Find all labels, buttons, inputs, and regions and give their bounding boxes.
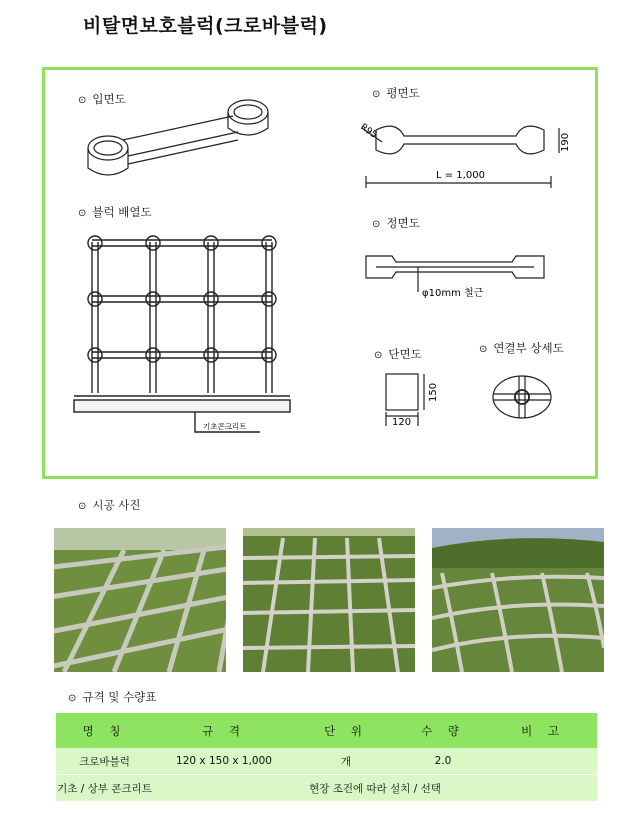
bullet-icon: ⊙ (372, 219, 381, 230)
section-label: 입면도 (92, 92, 126, 106)
bullet-icon: ⊙ (78, 501, 87, 512)
section-width-label: 120 (392, 417, 412, 428)
radius-label: R95 (358, 122, 379, 141)
section-label: 평면도 (386, 86, 420, 100)
rebar-label: φ10mm 철근 (422, 288, 484, 299)
cell-spec: 120 x 150 x 1,000 (153, 748, 295, 775)
bullet-icon: ⊙ (479, 344, 488, 355)
table-header-row (56, 713, 597, 748)
table-row (56, 748, 597, 775)
section-label: 정면도 (386, 216, 420, 230)
cell-name: 기초 / 상부 콘크리트 (56, 775, 153, 802)
cell-note (489, 748, 597, 775)
cell-name: 크로바블럭 (56, 748, 153, 775)
foundation-label: 기초콘크리트 (203, 422, 247, 431)
header-note: 비 고 (489, 713, 597, 748)
section-photos (78, 497, 140, 513)
section-layout (78, 204, 152, 220)
bullet-icon: ⊙ (78, 208, 87, 219)
section-label: 블럭 배열도 (92, 205, 152, 219)
construction-photo-2 (243, 528, 415, 672)
section-spec (68, 689, 156, 705)
header-unit: 단 위 (295, 713, 397, 748)
table-row (56, 775, 597, 802)
section-label: 단면도 (388, 347, 422, 361)
construction-photo-3 (432, 528, 604, 672)
block-layout-drawing (70, 228, 300, 438)
plan-drawing (356, 108, 586, 188)
bullet-icon: ⊙ (372, 89, 381, 100)
cell-note: 현장 조건에 따라 설치 / 선택 (153, 775, 597, 802)
section-front (372, 215, 420, 231)
section-joint (479, 340, 564, 356)
length-label: L = 1,000 (436, 170, 485, 181)
height-label: 190 (560, 132, 571, 152)
construction-photo-1 (54, 528, 226, 672)
cross-section-drawing (378, 370, 448, 430)
section-plan (372, 85, 420, 101)
bullet-icon: ⊙ (374, 350, 383, 361)
section-label: 규격 및 수량표 (82, 690, 157, 704)
page-title: 비탈면보호블럭(크로바블럭) (83, 15, 328, 37)
section-cross (374, 346, 422, 362)
cell-unit: 개 (295, 748, 397, 775)
cell-qty: 2.0 (397, 748, 489, 775)
section-height-label: 150 (428, 382, 439, 402)
spec-table (56, 713, 597, 801)
joint-detail-drawing (490, 370, 560, 424)
section-label: 시공 사진 (92, 498, 141, 512)
bullet-icon: ⊙ (78, 95, 87, 106)
header-spec: 규 격 (153, 713, 295, 748)
bullet-icon: ⊙ (68, 693, 77, 704)
section-label: 연결부 상세도 (493, 341, 564, 355)
front-view-drawing (362, 250, 562, 305)
header-qty: 수 량 (397, 713, 489, 748)
header-name: 명 칭 (56, 713, 153, 748)
elevation-drawing (78, 98, 278, 188)
